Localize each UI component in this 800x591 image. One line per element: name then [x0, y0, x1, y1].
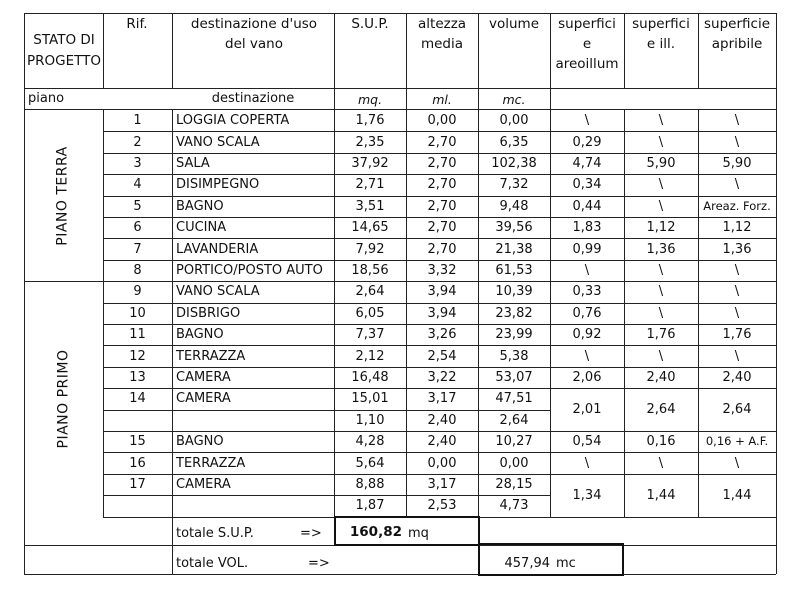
cell-rif: 12	[129, 348, 146, 364]
cell-dest: DISBRIGO	[176, 305, 241, 321]
cell-alt: 2,54	[427, 348, 457, 364]
floor-label-piano-primo-text: PIANO PRIMO	[55, 349, 71, 448]
subheader-piano: piano	[28, 91, 65, 106]
grid-line	[103, 131, 776, 132]
cell-vol: 10,39	[495, 284, 533, 300]
cell-a: 4,74	[572, 156, 602, 171]
cell-sup: 5,64	[355, 455, 385, 471]
total-sup-unit: mq	[408, 526, 429, 541]
cell-rif: 2	[133, 134, 142, 150]
cell-sup: 2,64	[355, 284, 385, 300]
grid-line	[103, 431, 776, 432]
grid-line	[550, 88, 551, 109]
cell-dest: BAGNO	[176, 198, 224, 214]
grid-line	[172, 13, 173, 88]
cell-sup: 8,88	[355, 477, 385, 492]
cell-b: \	[658, 113, 664, 129]
cell-rif: 16	[129, 455, 146, 471]
grid-line	[103, 495, 550, 496]
grid-line	[103, 174, 776, 175]
cell-a: 0,76	[572, 305, 602, 321]
cell-b: 5,90	[646, 156, 676, 171]
cell-sup: 2,71	[355, 177, 385, 193]
cell-vol: 7,32	[499, 177, 529, 193]
cell-sup: 18,56	[351, 263, 389, 278]
cell-vol: 0,00	[499, 455, 529, 471]
cell-vol: 47,51	[495, 391, 533, 407]
header-destinazione: destinazione d'uso del vano	[190, 16, 318, 52]
subheader-alt-unit: ml.	[432, 92, 452, 107]
cell-b: \	[658, 177, 664, 193]
cell-a: \	[584, 455, 590, 471]
cell-rif: 3	[133, 156, 142, 171]
header-sup: S.U.P.	[351, 16, 389, 32]
cell-alt: 2,53	[427, 498, 457, 514]
grid-line	[103, 388, 776, 389]
cell-dest: TERRAZZA	[176, 348, 246, 364]
cell-b: \	[658, 305, 664, 321]
cell-sup: 1,76	[355, 113, 385, 129]
cell-sup: 16,48	[351, 370, 389, 385]
cell-alt: 2,70	[427, 134, 457, 150]
cell-sup: 7,92	[355, 241, 385, 257]
cell-b: \	[658, 134, 664, 150]
cell-rif: 4	[133, 177, 142, 193]
subheader-sup-unit: mq.	[357, 92, 383, 107]
cell-a: \	[584, 263, 590, 278]
grid-line	[24, 281, 776, 282]
cell-dest: BAGNO	[176, 434, 224, 450]
grid-line	[103, 196, 776, 197]
cell-c: \	[734, 113, 740, 129]
cell-b: 1,44	[646, 487, 676, 503]
grid-line	[776, 13, 777, 88]
cell-rif	[103, 413, 172, 429]
grid-line	[103, 324, 776, 325]
cell-rif: 13	[129, 370, 146, 385]
cell-sup: 14,65	[351, 220, 389, 236]
cell-a: 0,29	[572, 134, 602, 150]
grid-line	[103, 260, 776, 261]
cell-alt: 2,70	[427, 198, 457, 214]
cell-dest: LOGGIA COPERTA	[176, 113, 290, 129]
cell-rif: 17	[129, 477, 146, 492]
cell-sup: 3,51	[355, 198, 385, 214]
cell-c: 2,40	[722, 370, 752, 385]
cell-c: 1,76	[722, 327, 752, 343]
cell-c: \	[734, 348, 740, 364]
cell-dest: CUCINA	[176, 220, 227, 236]
cell-a: 0,33	[572, 284, 602, 300]
cell-dest	[172, 498, 334, 514]
cell-alt: 2,70	[427, 177, 457, 193]
cell-sup: 1,87	[355, 498, 385, 514]
floor-label-piano-terra	[24, 110, 102, 281]
cell-dest: SALA	[176, 156, 210, 171]
grid-line	[24, 517, 25, 574]
cell-alt: 2,70	[427, 156, 457, 171]
cell-rif: 9	[133, 284, 142, 300]
cell-rif	[103, 498, 172, 514]
cell-a: 1,34	[572, 487, 602, 503]
cell-b: \	[658, 284, 664, 300]
cell-vol: 4,73	[499, 498, 529, 514]
header-stato-di-progetto: STATO DI PROGETTO	[26, 32, 102, 69]
header-rif: Rif.	[126, 16, 148, 32]
grid-line	[103, 303, 776, 304]
grid-line	[24, 574, 776, 575]
cell-vol: 6,35	[499, 134, 529, 150]
cell-vol: 0,00	[499, 113, 529, 129]
total-sup-arrow: =>	[300, 526, 322, 541]
cell-c: \	[734, 284, 740, 300]
cell-dest: TERRAZZA	[176, 455, 246, 471]
cell-b: 0,16	[646, 434, 676, 450]
header-altezza-media: altezza media	[418, 16, 467, 52]
cell-sup: 7,37	[355, 327, 385, 343]
cell-vol: 61,53	[495, 263, 533, 278]
cell-dest: PORTICO/POSTO AUTO	[176, 263, 323, 278]
cell-c: \	[734, 134, 740, 150]
cell-dest: BAGNO	[176, 327, 224, 343]
cell-vol: 5,38	[499, 348, 529, 364]
cell-sup: 1,10	[355, 412, 385, 428]
grid-line	[776, 109, 777, 517]
cell-dest: LAVANDERIA	[176, 241, 259, 257]
cell-b: 2,64	[646, 402, 676, 418]
cell-a: 0,92	[572, 327, 602, 343]
cell-sup: 15,01	[351, 391, 389, 407]
grid-line	[103, 367, 776, 368]
cell-a: 0,34	[572, 177, 602, 193]
header-superficie-apribile: superficie apribile	[704, 16, 770, 52]
cell-a: 0,44	[572, 198, 602, 214]
total-vol-value: 457,94	[504, 556, 550, 571]
cell-vol: 102,38	[491, 156, 537, 171]
grid-line	[103, 345, 776, 346]
cell-c: 1,44	[722, 487, 752, 503]
cell-b: \	[658, 263, 664, 278]
cell-dest	[172, 413, 334, 429]
grid-line	[776, 517, 777, 574]
grid-line	[103, 217, 776, 218]
cell-a: 2,06	[572, 370, 602, 385]
cell-a: \	[584, 113, 590, 129]
cell-sup: 4,28	[355, 434, 385, 450]
cell-vol: 53,07	[495, 370, 533, 385]
cell-b: \	[658, 455, 664, 471]
cell-alt: 2,40	[427, 412, 457, 428]
cell-alt: 0,00	[427, 113, 457, 129]
cell-sup: 2,35	[355, 134, 385, 150]
cell-vol: 2,64	[499, 412, 529, 428]
cell-alt: 3,94	[427, 284, 457, 300]
cell-vol: 21,38	[495, 241, 533, 257]
cell-b: \	[658, 198, 664, 214]
cell-c: \	[734, 305, 740, 321]
cell-sup: 2,12	[355, 348, 385, 364]
grid-line	[776, 88, 777, 109]
header-volume: volume	[488, 16, 539, 32]
total-vol-label: totale VOL.	[176, 556, 249, 571]
floor-label-piano-terra-text: PIANO TERRA	[55, 145, 72, 246]
grid-line	[103, 238, 776, 239]
cell-c: \	[734, 177, 740, 193]
cell-alt: 3,17	[427, 477, 457, 492]
cell-vol: 10,27	[495, 434, 533, 450]
cell-alt: 3,94	[427, 305, 457, 321]
cell-rif: 5	[133, 198, 142, 214]
grid-line	[103, 452, 776, 453]
subheader-vol-unit: mc.	[502, 92, 526, 107]
grid-line	[103, 474, 776, 475]
cell-alt: 2,40	[427, 434, 457, 450]
cell-sup: 37,92	[351, 156, 389, 171]
total-sup-label: totale S.U.P.	[176, 526, 254, 541]
cell-c: 1,12	[722, 220, 752, 236]
cell-dest: CAMERA	[176, 477, 231, 492]
cell-alt: 3,17	[427, 391, 457, 407]
cell-rif: 14	[129, 391, 146, 407]
cell-dest: VANO SCALA	[176, 284, 260, 300]
cell-b: 1,36	[646, 241, 676, 257]
total-vol-arrow: =>	[308, 556, 330, 571]
cell-c: \	[734, 263, 740, 278]
total-vol-unit: mc	[556, 556, 576, 571]
cell-alt: 3,32	[427, 263, 457, 278]
cell-vol: 9,48	[499, 198, 529, 214]
grid-line	[24, 13, 25, 88]
cell-rif: 10	[129, 305, 146, 321]
subheader-destinazione: destinazione	[211, 91, 295, 106]
header-superfici-ill: superfici e ill.	[632, 16, 690, 52]
cell-b: \	[658, 348, 664, 364]
cell-a: \	[584, 348, 590, 364]
cell-rif: 8	[133, 263, 142, 278]
cell-a: 0,54	[572, 434, 602, 450]
cell-rif: 1	[133, 113, 142, 129]
cell-vol: 23,99	[495, 327, 533, 343]
cell-c: 2,64	[722, 402, 752, 418]
cell-c: 0,16 + A.F.	[705, 434, 769, 449]
cell-alt: 0,00	[427, 455, 457, 471]
cell-rif: 15	[129, 434, 146, 450]
total-sup-value: 160,82	[349, 525, 402, 540]
cell-dest: DISIMPEGNO	[176, 177, 260, 193]
cell-rif: 6	[133, 220, 142, 236]
floor-label-piano-primo	[24, 281, 102, 516]
cell-alt: 3,22	[427, 370, 457, 385]
grid-line	[103, 410, 550, 411]
cell-dest: CAMERA	[176, 391, 231, 407]
cell-a: 2,01	[572, 402, 602, 418]
cell-sup: 6,05	[355, 305, 385, 321]
cell-rif: 7	[133, 241, 142, 257]
cell-vol: 39,56	[495, 220, 533, 236]
cell-b: 1,76	[646, 327, 676, 343]
cell-a: 1,83	[572, 220, 602, 236]
grid-line	[24, 88, 776, 89]
cell-vol: 28,15	[495, 477, 533, 492]
cell-rif: 11	[129, 327, 146, 343]
cell-c: 1,36	[722, 241, 752, 257]
cell-b: 2,40	[646, 370, 676, 385]
grid-line	[103, 153, 776, 154]
cell-dest: VANO SCALA	[176, 134, 260, 150]
cell-dest: CAMERA	[176, 370, 231, 385]
cell-c: Areaz. Forz.	[703, 198, 771, 213]
header-superfici-areoillum: superfici e areoillum	[555, 16, 619, 72]
cell-c: \	[734, 455, 740, 471]
cell-a: 0,99	[572, 241, 602, 257]
cell-alt: 3,26	[427, 327, 457, 343]
cell-alt: 2,70	[427, 241, 457, 257]
cell-vol: 23,82	[495, 305, 533, 321]
cell-c: 5,90	[722, 156, 752, 171]
cell-alt: 2,70	[427, 220, 457, 236]
cell-b: 1,12	[646, 220, 676, 236]
